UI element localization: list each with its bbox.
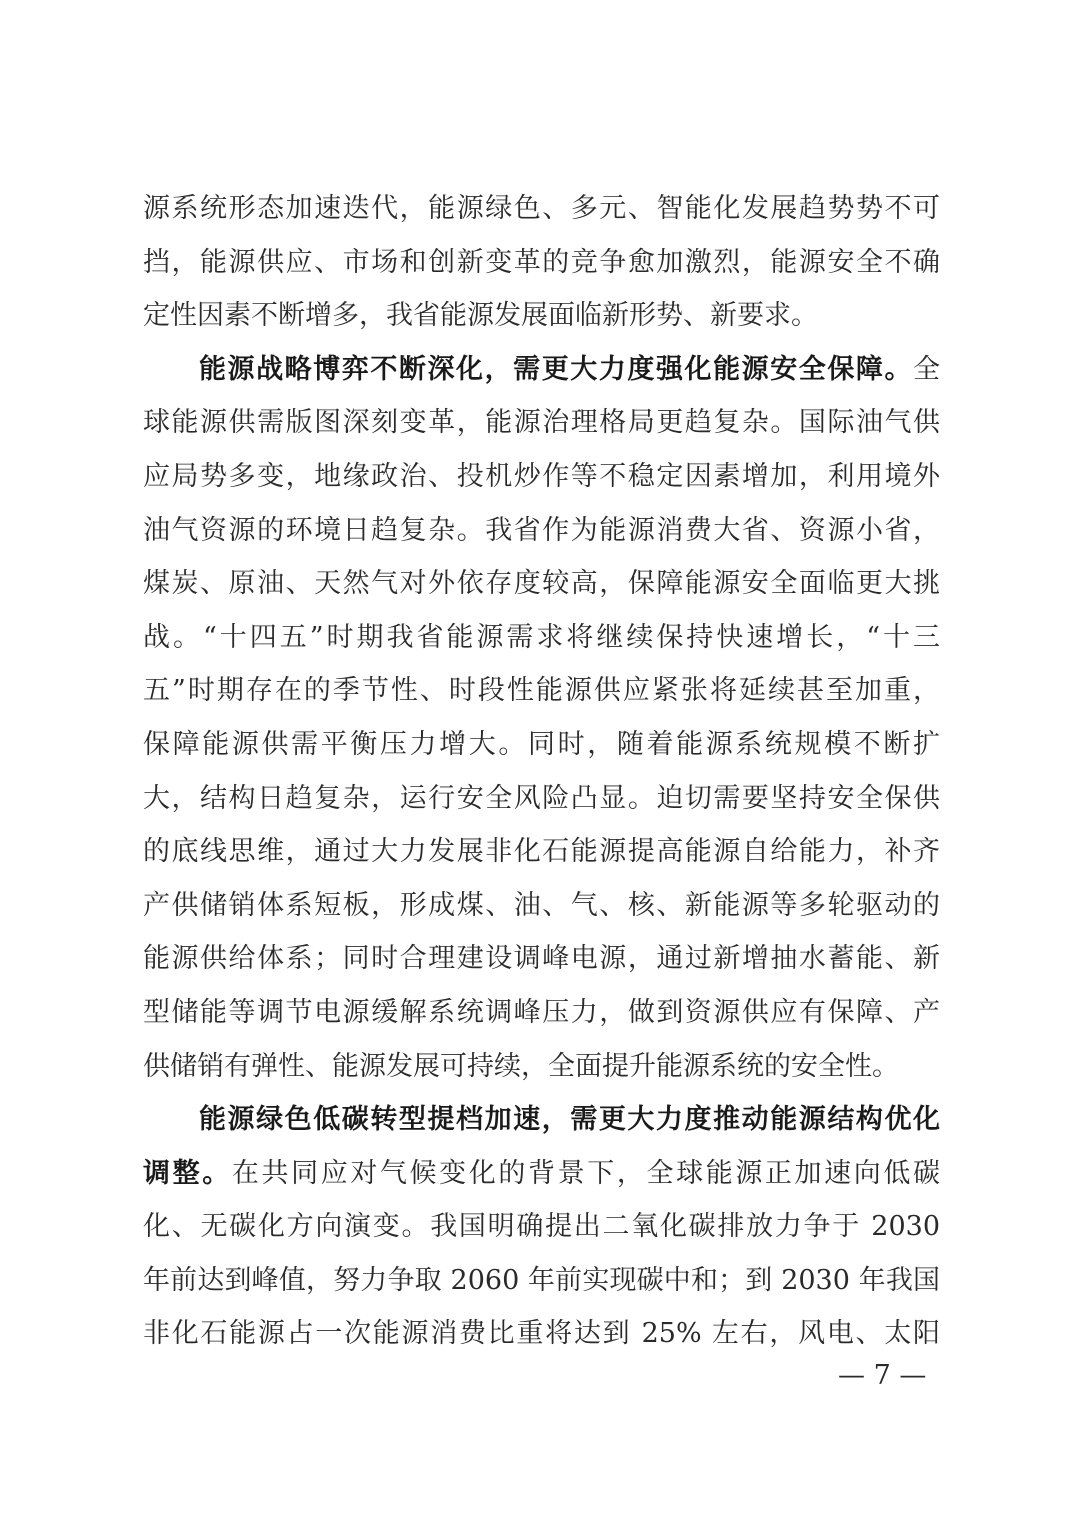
paragraph-heading: 能源绿色低碳转型提档加速，需更大力度推动能源结构优化 <box>199 1104 940 1136</box>
document-body <box>143 182 940 1361</box>
text-line: 非化石能源占一次能源消费比重将达到 25% 左右，风电、太阳 <box>143 1318 940 1350</box>
paragraph-second-line <box>143 1147 940 1201</box>
paragraph-green-transition <box>143 1093 940 1361</box>
text-line: 化、无碳化方向演变。我国明确提出二氧化碳排放力争于 2030 <box>143 1211 940 1243</box>
text-line: 型储能等调节电源缓解系统调峰压力，做到资源供应有保障、产 <box>143 996 940 1028</box>
text-segment: 在共同应对气候变化的背景下，全球能源正加速向低碳 <box>231 1157 940 1189</box>
paragraph-heading: 能源战略博弈不断深化，需更大力度强化能源安全保障。 <box>199 353 913 385</box>
text-line: 产供储销体系短板，形成煤、油、气、核、新能源等多轮驱动的 <box>143 889 940 921</box>
text-line: 的底线思维，通过大力发展非化石能源提高能源自给能力，补齐 <box>143 836 940 868</box>
paragraph-continuation <box>143 182 940 343</box>
paragraph-energy-security <box>143 343 940 1093</box>
paragraph-first-line <box>143 343 940 397</box>
text-line: 年前达到峰值，努力争取 2060 年前实现碳中和；到 2030 年我国 <box>143 1264 940 1296</box>
text-line: 煤炭、原油、天然气对外依存度较高，保障能源安全面临更大挑 <box>143 568 940 600</box>
text-line: 应局势多变，地缘政治、投机炒作等不稳定因素增加，利用境外 <box>143 460 940 492</box>
text-line: 定性因素不断增多，我省能源发展面临新形势、新要求。 <box>143 300 818 332</box>
text-line: 能源供给体系；同时合理建设调峰电源，通过新增抽水蓄能、新 <box>143 943 940 975</box>
text-line: 大，结构日趋复杂，运行安全风险凸显。迫切需要坚持安全保供 <box>143 782 940 814</box>
text-line: 五”时期存在的季节性、时段性能源供应紧张将延续甚至加重， <box>143 675 940 707</box>
text-line: 油气资源的环境日趋复杂。我省作为能源消费大省、资源小省， <box>143 514 940 546</box>
paragraph-heading-end: 调整。 <box>143 1157 232 1189</box>
text-line: 保障能源供需平衡压力增大。同时，随着能源系统规模不断扩 <box>143 728 940 760</box>
page-number: — 7 — <box>838 1360 927 1391</box>
text-line: 战。“十四五”时期我省能源需求将继续保持快速增长，“十三 <box>143 621 940 653</box>
text-line: 源系统形态加速迭代，能源绿色、多元、智能化发展趋势势不可 <box>143 193 940 224</box>
text-segment: 全 <box>913 353 940 385</box>
text-line: 挡，能源供应、市场和创新变革的竞争愈加激烈，能源安全不确 <box>143 246 940 278</box>
text-line: 球能源供需版图深刻变革，能源治理格局更趋复杂。国际油气供 <box>143 407 940 439</box>
text-line: 供储销有弹性、能源发展可持续，全面提升能源系统的安全性。 <box>143 1050 899 1082</box>
